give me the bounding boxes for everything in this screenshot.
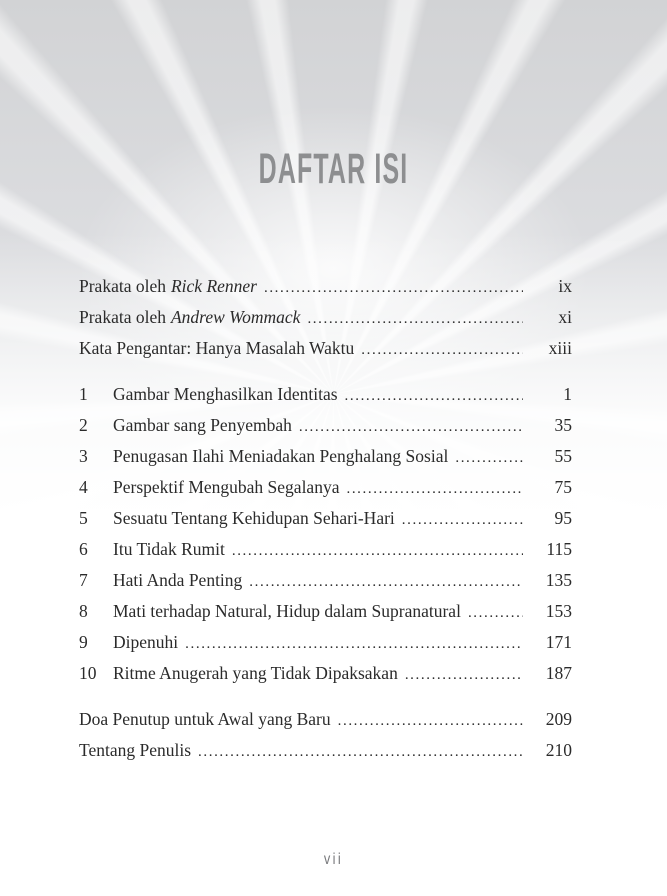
chapter-number: 6: [79, 539, 88, 559]
chapter-number: 3: [79, 446, 88, 466]
chapter-number: 8: [79, 601, 88, 621]
entry-page-number: 55: [554, 446, 572, 466]
entry-page-number: 75: [554, 477, 572, 497]
toc-entry-chapter-8: [79, 601, 572, 632]
entry-author-name: Andrew Wommack: [170, 307, 301, 327]
chapter-title: Itu Tidak Rumit: [113, 539, 225, 559]
entry-page-number: ix: [558, 276, 572, 296]
entry-page-number: xiii: [548, 338, 572, 358]
dot-leader: [249, 570, 523, 591]
entry-page-number: 153: [545, 601, 572, 621]
chapter-title: Mati terhadap Natural, Hidup dalam Supranatural: [113, 601, 461, 621]
dot-leader: [299, 415, 523, 436]
toc-entry-chapter-5: [79, 508, 572, 539]
chapter-number: 10: [79, 663, 97, 683]
dot-leader: [405, 663, 523, 684]
dot-leader: [338, 709, 523, 730]
entry-page-number: xi: [558, 307, 572, 327]
back-matter-section: [79, 709, 572, 771]
toc-entry-tentang-penulis: [79, 740, 572, 771]
entry-page-number: 210: [545, 740, 572, 760]
chapter-number: 7: [79, 570, 88, 590]
toc-entry-prakata-2: [79, 307, 572, 338]
dot-leader: [455, 446, 523, 467]
chapter-title: Penugasan Ilahi Meniadakan Penghalang Sosial: [113, 446, 449, 466]
chapter-number: 1: [79, 384, 88, 404]
entry-page-number: 209: [545, 709, 572, 729]
entry-label: Prakata oleh: [79, 276, 166, 296]
dot-leader: [264, 276, 523, 297]
chapter-title: Perspektif Mengubah Segalanya: [113, 477, 340, 497]
dot-leader: [185, 632, 523, 653]
dot-leader: [402, 508, 523, 529]
entry-page-number: 187: [545, 663, 572, 683]
entry-page-number: 171: [545, 632, 572, 652]
dot-leader: [361, 338, 523, 359]
toc-entry-chapter-7: [79, 570, 572, 601]
toc-entry-chapter-9: [79, 632, 572, 663]
entry-page-number: 1: [563, 384, 572, 404]
entry-label: Tentang Penulis: [79, 740, 192, 760]
toc-entry-chapter-4: [79, 477, 572, 508]
chapter-number: 9: [79, 632, 88, 652]
chapter-title: Sesuatu Tentang Kehidupan Sehari-Hari: [113, 508, 395, 528]
entry-page-number: 35: [554, 415, 572, 435]
dot-leader: [468, 601, 523, 622]
chapter-number: 4: [79, 477, 88, 497]
entry-page-number: 95: [554, 508, 572, 528]
entry-label: Prakata oleh: [79, 307, 166, 327]
toc-entry-chapter-3: [79, 446, 572, 477]
chapter-title: Gambar sang Penyembah: [113, 415, 292, 435]
entry-page-number: 115: [546, 539, 572, 559]
entry-author-name: Rick Renner: [170, 276, 257, 296]
chapter-title: Hati Anda Penting: [113, 570, 243, 590]
toc-entry-chapter-1: [79, 384, 572, 415]
entry-label: Kata Pengantar: Hanya Masalah Waktu: [79, 338, 355, 358]
chapter-title: Ritme Anugerah yang Tidak Dipaksakan: [113, 663, 398, 683]
toc-entry-chapter-6: [79, 539, 572, 570]
toc-entry-chapter-2: [79, 415, 572, 446]
dot-leader: [346, 477, 523, 498]
dot-leader: [198, 740, 523, 761]
toc-entry-kata-pengantar: [79, 338, 572, 369]
toc-entry-prakata-1: [79, 276, 572, 307]
folio-page-number: vii: [323, 851, 344, 868]
chapter-number: 2: [79, 415, 88, 435]
entry-label: Doa Penutup untuk Awal yang Baru: [79, 709, 331, 729]
dot-leader: [307, 307, 523, 328]
entry-page-number: 135: [545, 570, 572, 590]
chapter-title: Gambar Menghasilkan Identitas: [113, 384, 338, 404]
front-matter-section: [79, 276, 572, 369]
chapter-title: Dipenuhi: [113, 632, 179, 652]
chapter-number: 5: [79, 508, 88, 528]
table-of-contents: [79, 276, 572, 771]
toc-entry-chapter-10: [79, 663, 572, 694]
dot-leader: [232, 539, 523, 560]
toc-entry-doa-penutup: [79, 709, 572, 740]
page-title: DAFTAR ISI: [258, 145, 409, 193]
chapters-section: [79, 384, 572, 694]
dot-leader: [345, 384, 523, 405]
